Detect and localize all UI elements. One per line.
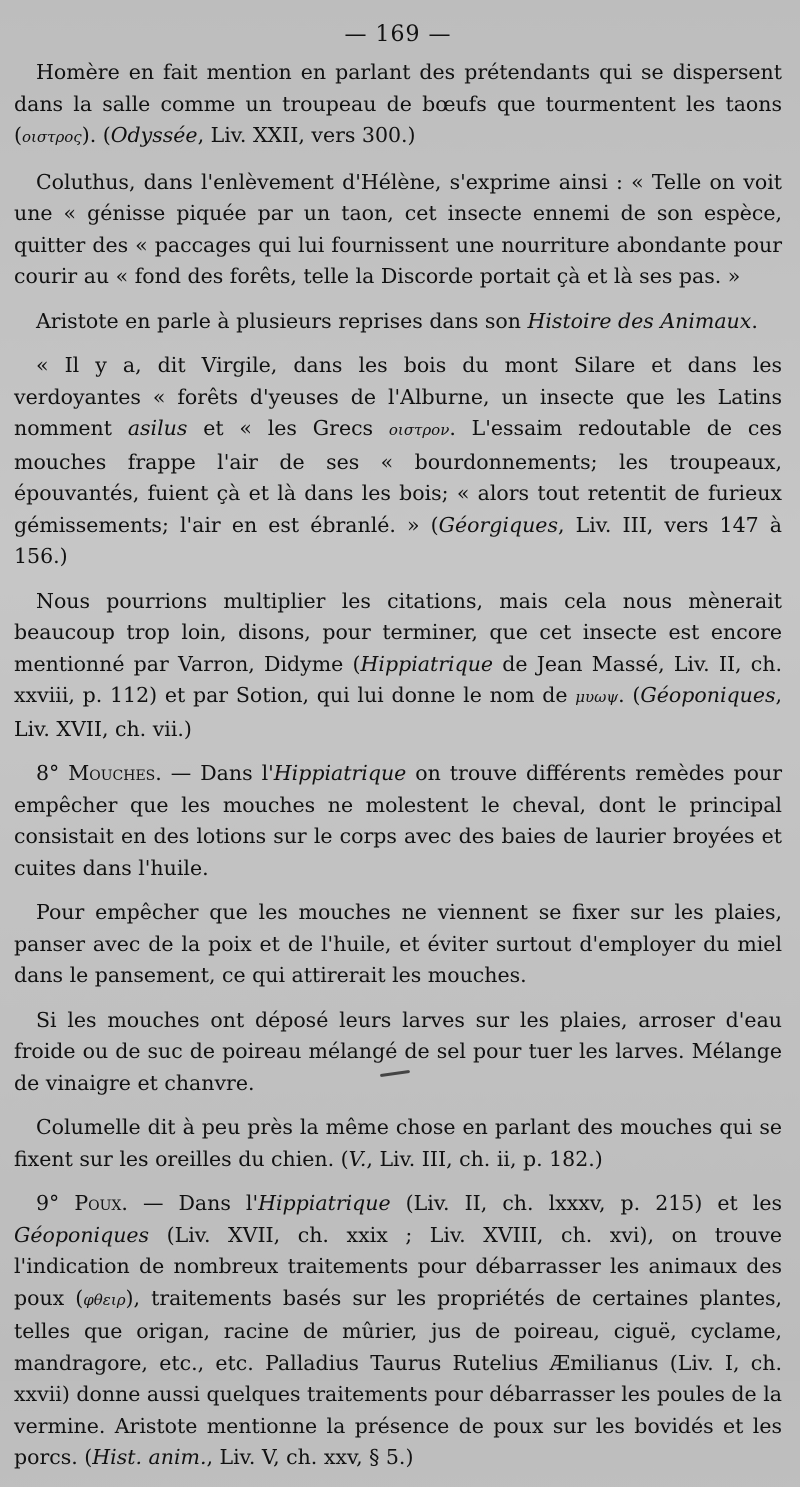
text: (Liv. XVII, ch. xxix ; Liv. XVIII, ch. xvi), on trouve l'indication de nombreux traitements pour débarrasser les animaux des poux ( <box>14 1222 782 1310</box>
paragraph-virgile <box>14 350 782 573</box>
section-heading: Poux <box>74 1191 122 1215</box>
text: Homère en fait mention en parlant des prétendants qui se dispersent dans la salle comme un troupeau de bœufs que tourmentent les taons ( <box>14 60 782 147</box>
text: et « les Grecs <box>187 416 389 440</box>
section-poux <box>14 1188 782 1474</box>
paragraph-plaies: Pour empêcher que les mouches ne viennent se fixer sur les plaies, panser avec de la poix et de l'huile, et éviter surtout d'employer du miel dans le pansement, ce qui attirerait les mouches. <box>14 900 782 987</box>
citation-title: Géorgiques <box>438 512 558 537</box>
text: , Liv. XVII, ch. vii.) <box>14 683 783 741</box>
text: , Liv. III, vers 147 à 156.) <box>14 512 782 568</box>
text: 9° <box>36 1191 75 1215</box>
text: (Liv. II, ch. lxxxv, p. 215) et les <box>390 1191 782 1215</box>
citation-title: V. <box>348 1146 367 1171</box>
text: on trouve différents remèdes pour empêcher que les mouches ne molestent le cheval, dont le principal consistait en des lotions sur le corps avec des baies de laurier broyées et cuites dans l'huile. <box>14 761 783 880</box>
latin-word: asilus <box>127 416 188 440</box>
section-mouches <box>14 758 782 884</box>
text: Columelle dit à peu près la même chose en parlant des mouches qui se fixent sur les oreilles du chien. ( <box>14 1115 782 1171</box>
page-number: — 169 — <box>344 22 452 47</box>
text: Aristote en parle à plusieurs reprises dans son <box>36 308 528 333</box>
paragraph-homer <box>14 57 782 154</box>
citation-title: Géoponiques <box>640 683 776 707</box>
text: « Il y a, dit Virgile, dans les bois du mont Silare et dans les verdoyantes « forêts d'yeuses de l'Alburne, un insecte que les Latins nomment <box>14 353 782 440</box>
citation-title: Hist. anim. <box>92 1445 207 1469</box>
greek-word: οιστρος <box>22 128 82 146</box>
paragraph-coluthus: Coluthus, dans l'enlèvement d'Hélène, s'exprime ainsi : « Telle on voit une « génisse piquée par un taon, cet insecte ennemi de son espèce, quitter des « paccages qui lui fournissent une nourriture abondante pour courir au « fond des forêts, telle la Discorde portait çà et là ses pas. » <box>14 169 782 288</box>
citation-title: Géoponiques <box>14 1222 150 1247</box>
citation-title: Histoire des Animaux <box>527 308 752 333</box>
text: , Liv. V, ch. xxv, § 5.) <box>206 1445 414 1469</box>
text: de Jean Massé, Liv. II, ch. xxviii, p. 112) et par Sotion, qui lui donne le nom de <box>14 651 782 707</box>
paragraph-columelle <box>14 1112 782 1175</box>
page-body <box>14 22 782 1487</box>
text: . — Dans l' <box>155 761 274 785</box>
paragraph-larves: Si les mouches ont déposé leurs larves sur les plaies, arroser d'eau froide ou de suc de poireau mélangé de sel pour tuer les larves. Mélange de vinaigre et chanvre. <box>14 1007 782 1095</box>
text: Nous pourrions multiplier les citations, mais cela nous mènerait beaucoup trop loin, disons, pour terminer, que cet insecte est encore mentionné par Varron, Didyme ( <box>14 588 782 676</box>
greek-word: οιστρον <box>388 421 450 439</box>
text: . ( <box>618 683 641 707</box>
paragraph-citations <box>14 586 782 746</box>
text: ). ( <box>81 123 111 147</box>
citation-title: Hippiatrique <box>258 1191 391 1215</box>
greek-word: φθειρ <box>83 1290 126 1309</box>
paragraph-aristote <box>14 306 782 338</box>
text: . <box>751 308 758 333</box>
text: , Liv. III, ch. ii, p. 182.) <box>366 1146 603 1171</box>
text: . L'essaim redoutable de ces mouches frappe l'air de ses « bourdonnements; les troupeaux, épouvantés, fuient çà et là dans les bois; « alors tout retentit de furieux gémissements; l'air en est ébranlé. » ( <box>14 416 783 537</box>
text: 8° <box>36 761 69 785</box>
section-heading: Mouches <box>68 761 156 785</box>
citation-title: Hippiatrique <box>360 651 494 676</box>
text: , Liv. XXII, vers 300.) <box>197 123 416 147</box>
greek-word: μυωψ <box>575 688 619 706</box>
text: ), traitements basés sur les propriétés de certaines plantes, telles que origan, racine de mûrier, jus de poireau, ciguë, cyclame, mandragore, etc., etc. Palladius Taurus Rutelius Æmilianus (Liv. I, ch. xxvii) donne aussi quelques traitements pour débarrasser les poules de la vermine. Aristote mentionne la présence de poux sur les bovidés et les porcs. ( <box>14 1285 782 1469</box>
citation-title: Hippiatrique <box>273 761 407 785</box>
text: . — Dans l' <box>121 1191 259 1215</box>
citation-title: Odyssée <box>110 123 198 147</box>
